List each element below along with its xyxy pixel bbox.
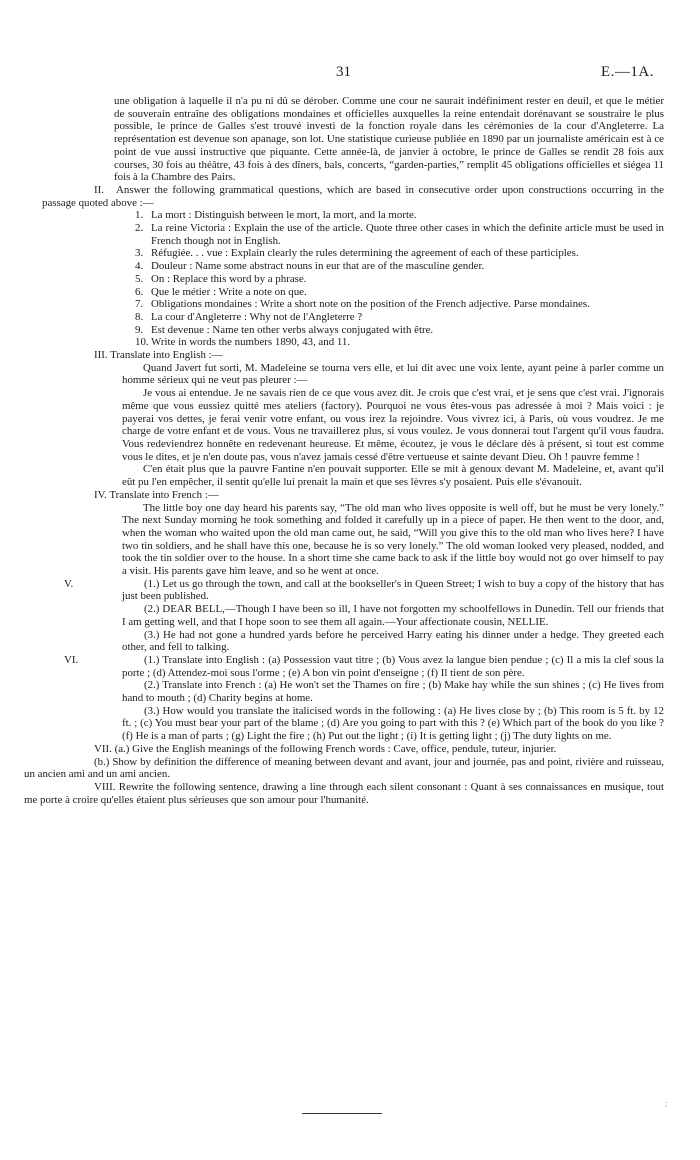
question-text: VIII. Rewrite the following sentence, drawing a line through each silent consonant : Quant à ses connaissances en musique, tout me porte à croire qu'elles étaient plus sérieuses que son amour pour l'humanité. [24,780,664,806]
exercise-item: (3.) He had not gone a hundred yards before he perceived Harry eating his dinner under a hedge. They greeted each other, and fell to talking. [122,628,664,654]
question-item [24,247,664,260]
item-number: 2. [135,222,144,235]
page-number: 31 [336,64,351,80]
section-heading: Translate into French :— [109,488,219,501]
french-passage-continuation: une obligation à laquelle il n'a pu ni dû se dérober. Comme une cour ne saurait indéfiniment rester en deuil, et que le métier de souverain entraîne des obligations mondaines et officielles auxquelles la reine entendait dorénavant se soustraire le plus possible, le prince de Galles s'est trouvé investi de la fonction royale dans les cérémonies de la cour d'Angleterre. La représentation est devenue son apanage, son lot. Une statistique curieuse publiée en 1890 par un journaliste américain est à ce point de vue aussi instructive que piquante. Cette année-là, de janvier à octobre, le prince de Galles se rendit 28 fois aux courses, 30 fois au théâtre, 43 fois à des dîners, bals, concerts, “garden-parties,” remplit 45 obligations officielles et siégea 11 fois à la Chambre des Pairs. [114,95,664,184]
closing-rule [302,1113,382,1114]
question-item [24,286,664,299]
question-item [24,273,664,286]
section-vi [24,654,664,743]
item-text: La cour d'Angleterre : Why not de l'Angleterre ? [151,310,363,323]
document-reference: E.—1A. [601,64,654,80]
question-item [24,336,664,349]
question-item [24,311,664,324]
section-ii-intro [24,184,664,209]
section-heading: Translate into English :— [110,349,223,362]
translation-paragraph: The little boy one day heard his parents say, “The old man who lives opposite is well off, but he must be very lonely.” The next Sunday morning he took something and folded it carefully up in a piece of paper. He then went to the door, and, when the woman who waited upon the old man came out, he said, “Will you give this to the old man who lives here? I have two tin soldiers, and he shall have this one, because he is so very lonely.” The old woman looked very pleased, nodded, and took the tin soldier over to the house. In a short time she came back to ask if the little boy would not go over himself to pay a visit. His parents gave him leave, and so he went at once. [122,501,664,578]
item-text: La mort : Distinguish between le mort, la mort, and la morte. [151,209,417,222]
section-vii [24,743,664,781]
item-number: 6. [135,285,144,298]
exam-content [24,95,664,806]
item-text: Douleur : Name some abstract nouns in eur that are of the masculine gender. [151,260,485,273]
item-number: 10. [135,336,149,349]
item-text: Réfugiée. . . vue : Explain clearly the rules determining the agreement of each of these participles. [151,247,579,260]
section-iv [24,489,664,578]
item-number: 3. [135,247,144,260]
translation-paragraph: Quand Javert fut sorti, M. Madeleine se tourna vers elle, et lui dit avec une voix lente, ayant peine à parler comme un homme sérieux qui ne veut pas pleurer :— [122,361,664,387]
item-text: Est devenue : Name ten other verbs always conjugated with être. [151,323,434,336]
section-number: II. [94,183,104,196]
section-ii [24,184,664,349]
section-iv-heading [24,489,664,502]
section-iii-heading [24,349,664,362]
exercise-item: (1.) Let us go through the town, and call at the bookseller's in Queen Street; I wish to buy a copy of the history that has just been published. [122,577,664,603]
item-text: Que le métier : Write a note on que. [151,285,307,298]
item-number: 8. [135,310,144,323]
section-number: IV. [94,488,107,501]
section-viii [24,781,664,806]
section-ii-text: Answer the following grammatical questions, which are based in consecutive order upon constructions occurring in the passage quoted above :— [42,183,664,209]
exercise-item: (3.) How would you translate the italicised words in the following : (a) He lives close by ; (b) This room is 5 ft. by 12 ft. ; (c) You must bear your part of the blame ; (d) Are you going to part with this ? (e) Which part of the book do you like ? (f) He is a man of parts ; (g) Light the fire ; (h) Put out the light ; (i) It is getting light ; (j) The duty lights on me. [122,704,664,743]
question-text: (b.) Show by definition the difference of meaning between devant and avant, jour and journée, pas and point, rivière and ruisseau, un ancien ami and un ami ancien. [24,755,664,781]
item-text: Obligations mondaines : Write a short note on the position of the French adjective. Parse mondaines. [151,298,590,311]
item-number: 7. [135,298,144,311]
exercise-item: (2.) Translate into French : (a) He won't set the Thames on fire ; (b) Make hay while the sun shines ; (c) He lives from hand to mouth ; (d) Charity begins at home. [122,679,664,705]
margin-mark: ; [665,1099,668,1108]
item-number: 4. [135,260,144,273]
translation-paragraph: C'en était plus que la pauvre Fantine n'en pouvait supporter. Elle se mit à genoux devant M. Madeleine, et, avant qu'il eût pu l'en empêcher, il sentit qu'elle lui prenait la main et que ses lèvres s'y posaient. Puis elle s'évanouit. [122,463,664,489]
translation-paragraph: Je vous ai entendue. Je ne savais rien de ce que vous avez dit. Je crois que c'est vrai, et je sens que c'est vrai. J'ignorais même que vous eussiez quitté mes ateliers (factory). Pourquoi ne vous êtes-vous pas adressée à moi ? Mais voici : je payerai vos dettes, je ferai venir votre enfant, ou vous irez la rejoindre. Vous vivrez ici, à Paris, où vous voudrez. Je me charge de votre enfant et de vous. Vous ne travaillerez plus, si vous voulez. Je vous donnerai tout l'argent qu'il vous faudra. Vous redeviendrez honnête en redevenant heureuse. Et même, écoutez, je vous le déclare dès à présent, si tout est comme vous le dites, et je n'en doute pas, vous n'avez jamais cessé d'être vertueuse et sainte devant Dieu. Oh ! pauvre femme ! [122,387,664,463]
item-text: La reine Victoria : Explain the use of the article. Quote three other cases in which the definite article must be used in French though not in English. [151,222,664,247]
exercise-item: (2.) DEAR BELL,—Though I have been so ill, I have not forgotten my schoolfellows in Dunedin. Tell our friends that I am getting well, and that I hope soon to see them all again.—Your affectionate cousin, NELLIE. [122,603,664,628]
section-number: III. [94,349,108,362]
item-text: On : Replace this word by a phrase. [151,272,307,285]
question-item [24,209,664,222]
question-item [24,324,664,337]
section-iii [24,349,664,489]
item-number: 1. [135,209,144,222]
section-number: V. [64,577,74,590]
item-number: 5. [135,272,144,285]
item-number: 9. [135,323,144,336]
section-number: VI. [64,653,79,666]
item-text: Write in words the numbers 1890, 43, and 11. [151,336,351,349]
question-item [24,260,664,273]
exercise-item: (1.) Translate into English : (a) Possession vaut titre ; (b) Vous avez la langue bien pendue ; (c) Il a mis la clef sous la porte ; (d) Attendez-moi sous l'orme ; (e) A bon vin point d'enseigne ; (f) Il tient de son père. [122,653,664,679]
question-item [24,222,664,247]
question-item [24,298,664,311]
section-v [24,578,664,654]
question-text: VII. (a.) Give the English meanings of the following French words : Cave, office, pendule, tuteur, injurier. [94,742,557,755]
